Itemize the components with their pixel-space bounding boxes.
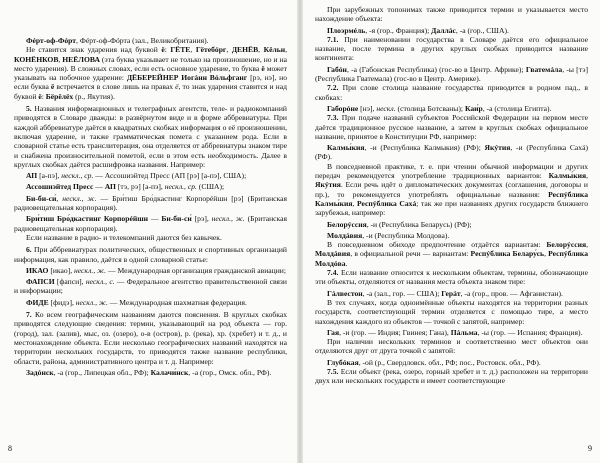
right-paragraph: Калмы́кия, -и (Республика Калмыкия) (РФ); Якýтия, -и (Республика Сахá) (РФ). <box>315 143 588 162</box>
page-number-right: 9 <box>588 444 592 453</box>
left-paragraph: ФИДЕ [фидэ], нескл., ж. — Международная шахматная федерация. <box>26 297 247 307</box>
right-paragraph: Молдáвия, -и (Республика Молдова). <box>327 230 450 240</box>
right-paragraph: 7.1. При наименовании государства в Словаре даётся его официальное название, после термина в других круглых скобках приводится название континента: <box>315 34 588 63</box>
right-paragraph: Глубóкая, -ой (р., Свердловск. обл., РФ; пос., Ростовск. обл., РФ). <box>327 357 541 367</box>
left-page-text <box>14 36 287 377</box>
left-paragraph: ИКАО [икао], нескл., ж. — Международная организация гражданской авиации; <box>26 265 286 275</box>
left-paragraph: Ассошиэйтед Пресс — АП [тэ, рэ] [а-пэ], нескл., ср. (США); <box>26 182 225 192</box>
right-paragraph: В повседневном обиходе предпочтение отдаётся вариантам: Белорýссия, Молдáвия, в официальной речи — вариантам: Респýблика Белару́сь, Респýблика Молдóва. <box>315 240 588 268</box>
right-paragraph: Габорóне [нэ], нескл. (столица Ботсваны); Каи́р, -а (столица Египта). <box>327 103 552 113</box>
left-paragraph: Би-би-си́, нескл., ж. — Бри́тиш Бро́дкастинг Корпорéйшн [рэ] (Британская радиовещательная корпорация). <box>14 193 287 213</box>
left-paragraph: АП [а-пэ], нескл., ср. — Ассошиэйтед Пресс (АП [рэ] [а-пэ], США); <box>26 171 247 181</box>
right-page-text <box>315 5 588 386</box>
left-paragraph: Не ставится знак ударения над буквой ё: ГЁТЕ, Гётебóрг, ДЕНЁВ, Кёльн, КОНЁНКОВ, НЕЁЛОВА (эта буква указывает не только на произношение, но и на место ударения). В сложных словах, если есть основное ударение, то буква ё может указывать на побочное ударение: ДЁБЕРЕЙНЕР Иогáнн Вóльфганг [рэ, нэ], но если буква ё встречается в слове лишь на правах ё, то знак ударения ставится и над буквой ё: Бёрёлёх (р., Якутия). <box>14 45 288 101</box>
left-paragraph: 7. Ко всем географическим названиям даются пояснения. В круглых скобках приводятся следующие сведения: термин, указывающий на род объекта — гор. (город), зал. (залив), мыс, оз. (озеро), о-в (остров), р. (река), хр. (хребет) и т. д., и местонахождение объекта. Если несколько географических названий находятся на территории нескольких государств, то приводятся также название республики, области, района, административного центра и т. д. Например: <box>14 310 287 366</box>
left-paragraph: 5. Названия информационных и телеграфных агентств, теле- и радиокомпаний приводятся в Словаре дважды: в развёрнутом виде и в форме аббревиатуры. При каждой аббревиатуре даётся в квадратных скобках информация о её произношении, включая ударение, и также грамматическая помета с указанием рода. Если в словарной статье есть транслитерация, она отделяется от аббревиатуры знаком тире и снабжена произносительной пометой, если в этом есть необходимость. Далее в круглых скобках даётся расшифровка названия. Например: <box>14 104 287 169</box>
right-paragraph: 7.2. При слове столица название государства приводится в родном пад., в скобках: <box>315 83 588 102</box>
right-page <box>303 0 600 463</box>
left-paragraph: 6. При аббревиатурах политических, общественных и спортивных организаций информация, как правило, даётся в одной словарной статье: <box>14 245 287 264</box>
right-paragraph: При наличии нескольких терминов и соответственно мест объектов они отделяются друг от друга точкой с запятой: <box>315 337 588 356</box>
right-paragraph: Гая, -и (гор. — Индия; Гвинея; Гана), Пáльма, -ы (гор. — Испания; Франция). <box>327 327 583 337</box>
right-paragraph: В повседневной практике, т. е. при чтении обычной информации и других передач рекомендуется употребление традиционных вариантов: Калмы́кия, Якýтия. Если речь идёт о дипломатических документах (соглашения, договоры и пр.), то рекомендуется употреблять официальные названия: Респýблика Калмы́кия, Респýблика Сахá; так же при названиях других государств ближнего зарубежья, например: <box>315 161 589 218</box>
left-paragraph: Бри́тиш Бро́дкастинг Корпорéйшн — Би-би-си́ [рэ], нескл., ж. (Британская радиовещательная корпорация). <box>14 214 287 233</box>
left-paragraph: Задóнск, -а (гор., Липецкая обл., РФ); Калачи́нск, -а (гор., Омск. обл., РФ). <box>26 367 272 377</box>
right-paragraph: Габóн, -а (Габонская Республика) (гос-во в Центр. Африке); Гватемáла, -ы [тэ] (Республика Гватемала) (гос-во в Центр. Америке). <box>315 64 589 84</box>
page-number-left: 8 <box>8 444 12 453</box>
left-paragraph: Если название в радио- и телекомпаний даются без кавычек. <box>26 232 222 242</box>
right-paragraph: 7.3. При подаче названий субъектов Российской Федерации на первом месте даётся традиционное русское название, а затем в круглых скобках официальное название, принятое в Конституции РФ, например: <box>315 113 588 141</box>
right-paragraph: 7.4. Если название относится к нескольким объектам, термины, обозначающие эти объекты, отделяются от названия места объекта знаком тире: <box>315 268 588 287</box>
right-paragraph: В тех случаях, когда одноимённые объекты находятся на территории разных государств, соответствующий термин отделяется с помощью тире, а место нахождения каждого из объектов — точкой с запятой, например: <box>315 297 588 326</box>
right-paragraph: Плоэрмéль, -я (гор., Франция); Даллáс, -а (гор., США). <box>327 25 509 35</box>
right-paragraph: 7.5. Если объект (река, озеро, горный хребет и т. д.) расположен на территории двух или нескольких государств и имеет соответствующие <box>315 366 588 386</box>
right-paragraph: Белорýссия, -и (Республика Беларусь) (РФ); <box>327 219 472 229</box>
right-paragraph: При зарубежных топонимах также приводится термин и указывается место нахождение объекта: <box>315 5 588 24</box>
right-paragraph: Гáлвестон, -а (зал., гор. — США); Герáт, -а (гор., пров. — Афганистан). <box>327 288 563 298</box>
left-paragraph: ФАПСИ [фапси], нескл., с. — Федеральное агентство правительственной связи и информации; <box>14 277 287 296</box>
left-page <box>0 0 297 463</box>
left-paragraph: Фéрт-оф-Фóрт, Фéрт-оф-Фóрта (зал., Великобритания). <box>26 36 209 45</box>
